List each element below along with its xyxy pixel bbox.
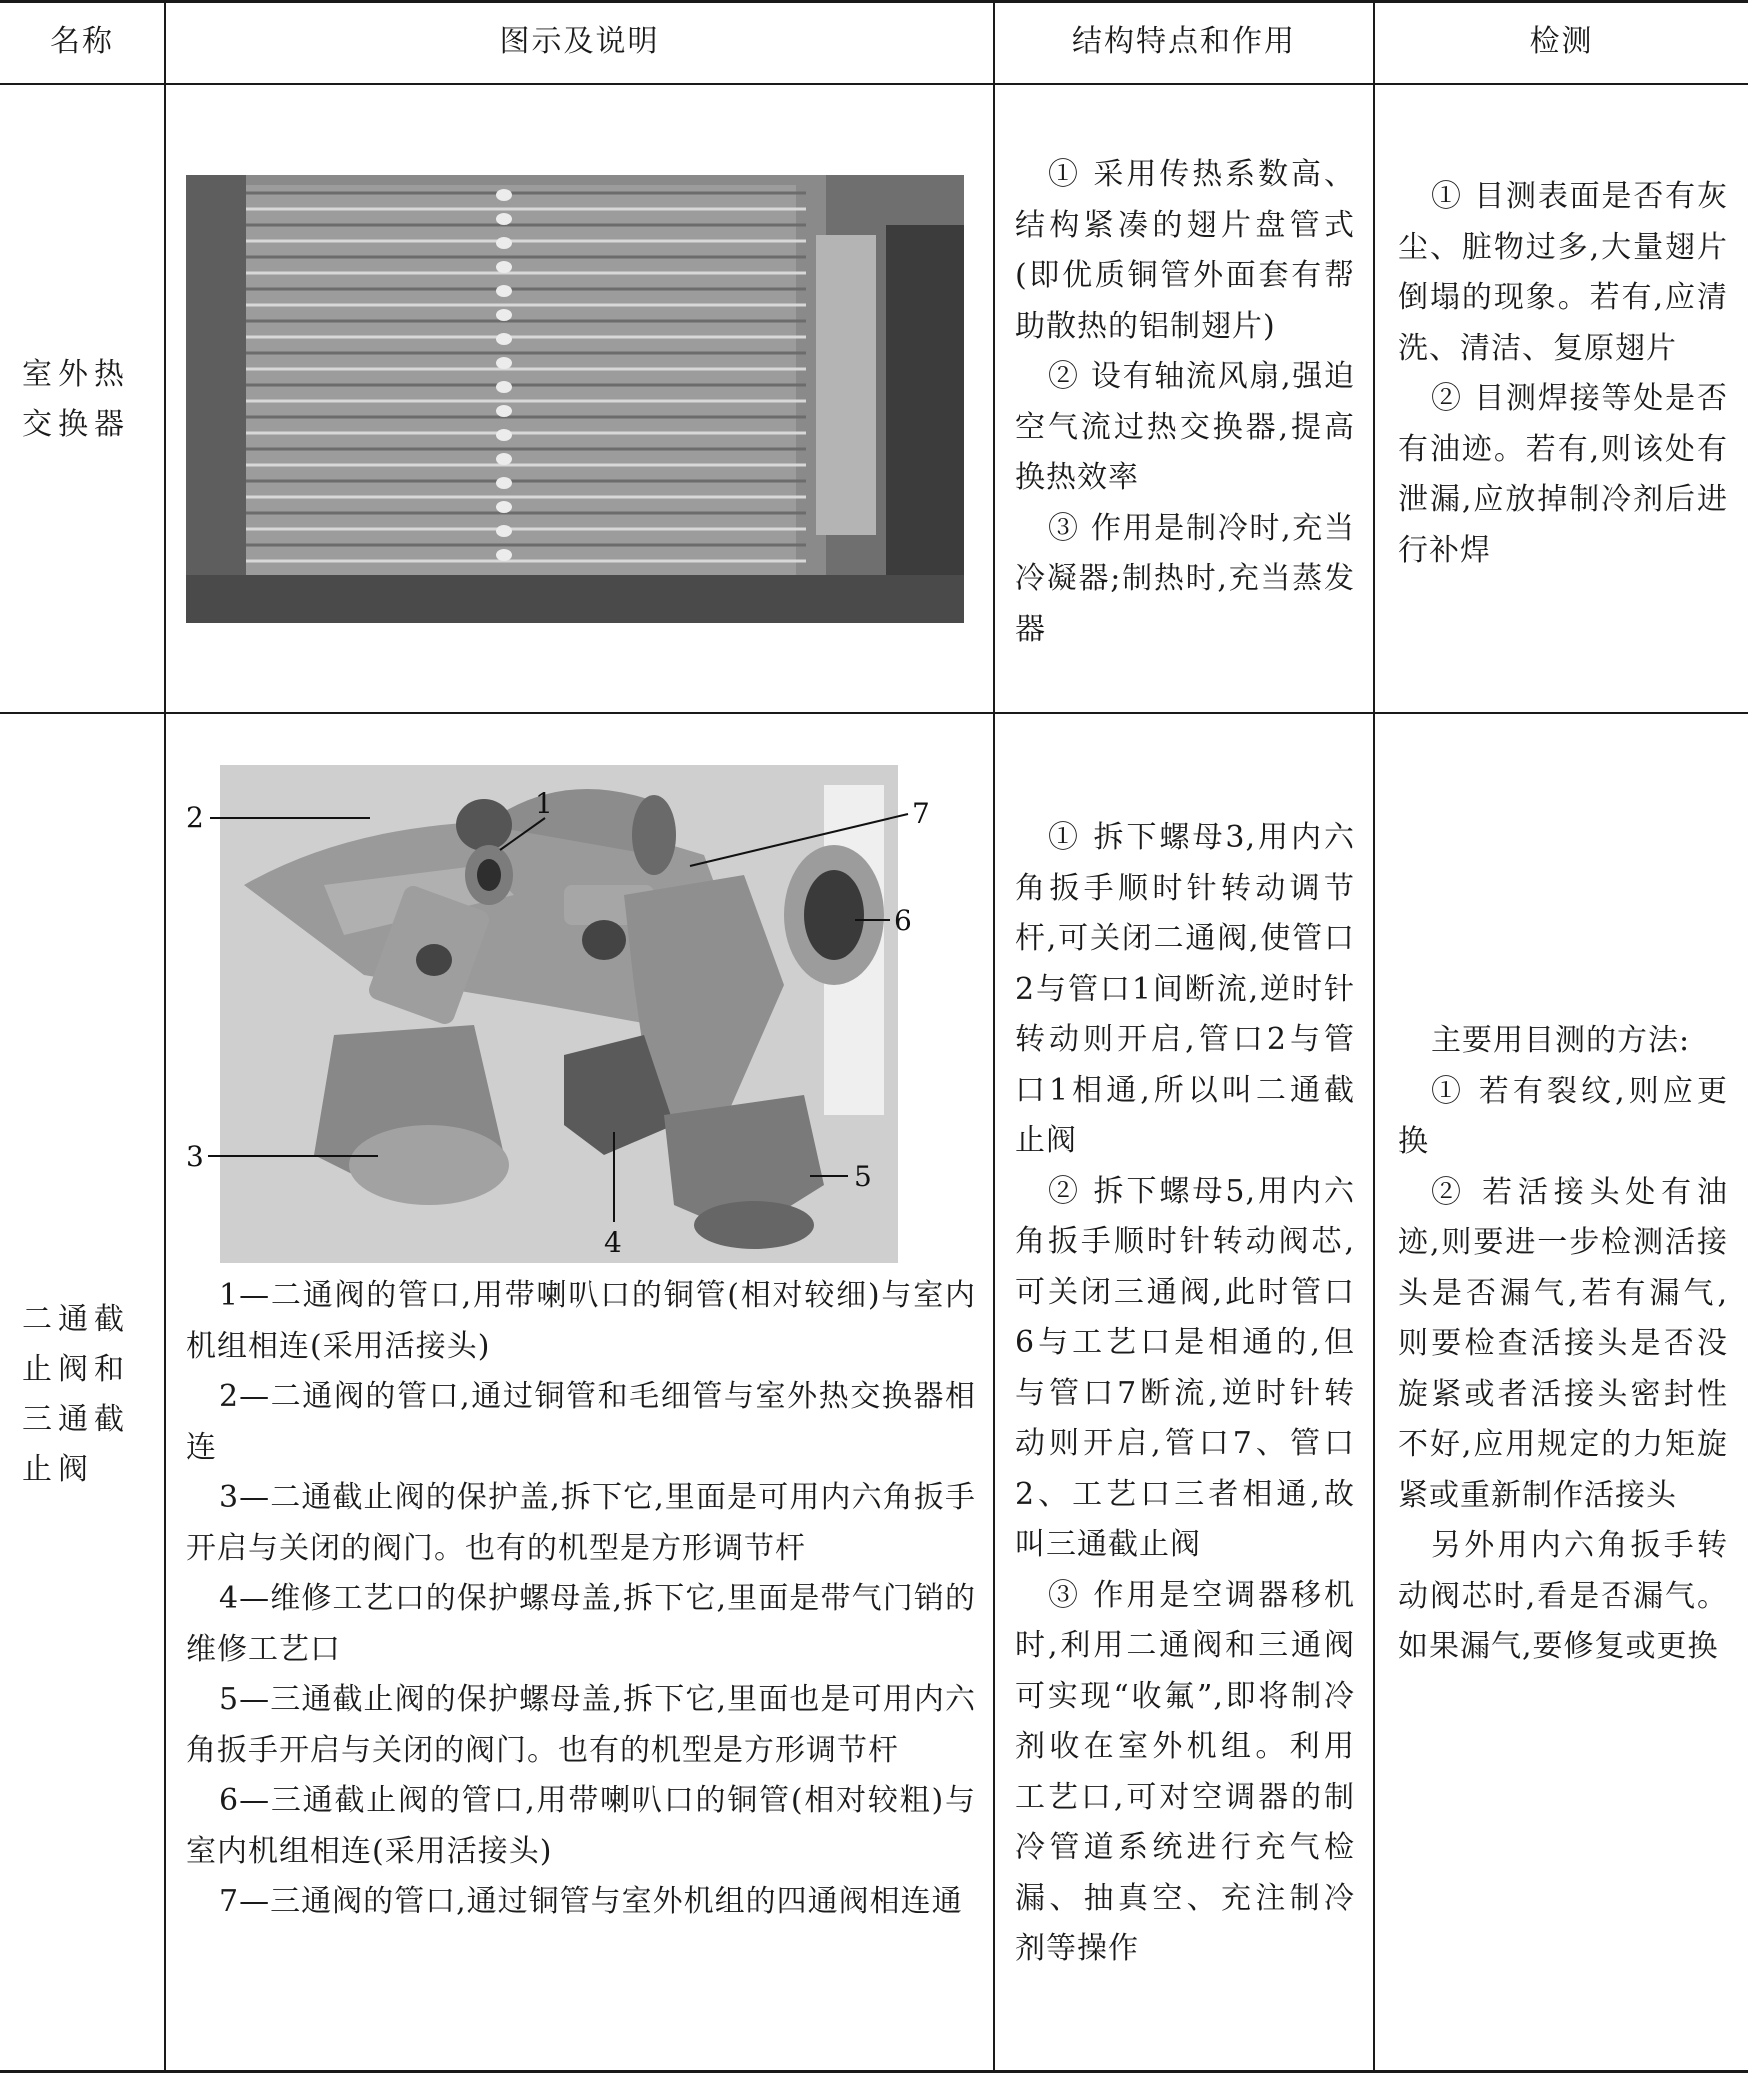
row1-structure-item: ③ 作用是制冷时,充当冷凝器;制热时,充当蒸发器 — [1015, 510, 1355, 647]
row1-structure-item: ② 设有轴流风扇,强迫空气流过热交换器,提高换热效率 — [1015, 359, 1355, 495]
legend-item: 6—三通截止阀的管口,用带喇叭口的铜管(相对较粗)与室内机组相连(采用活接头) — [186, 1783, 976, 1869]
header-figure: 图示及说明 — [499, 24, 660, 59]
col-divider-2 — [993, 0, 995, 2073]
row1-inspection-item: ① 目测表面是否有灰尘、脏物过多,大量翅片倒塌的现象。若有,应清洗、清洁、复原翅片 — [1398, 179, 1728, 366]
callout-label-2: 2 — [186, 801, 204, 834]
row1-inspection — [1398, 172, 1728, 576]
header-bottom-rule — [0, 83, 1748, 85]
callout-label-1: 1 — [535, 787, 553, 820]
callout-label-4: 4 — [604, 1226, 622, 1259]
condenser-photo — [186, 175, 964, 623]
legend-item: 3—二通截止阀的保护盖,拆下它,里面是可用内六角扳手开启与关闭的阀门。也有的机型是方形调节杆 — [186, 1480, 976, 1566]
row1-inspection-item: ② 目测焊接等处是否有油迹。若有,则该处有泄漏,应放掉制冷剂后进行补焊 — [1398, 381, 1728, 568]
row2-structure-item: ① 拆下螺母3,用内六角扳手顺时针转动调节杆,可关闭二通阀,使管口2与管口1间断流,逆时针转动则开启,管口2与管口1相通,所以叫二通截止阀 — [1015, 820, 1355, 1158]
row2-name — [22, 1295, 148, 1495]
legend-item: 2—二通阀的管口,通过铜管和毛细管与室外热交换器相连 — [186, 1379, 976, 1465]
valve-legend — [186, 1271, 976, 1928]
legend-item: 5—三通截止阀的保护螺母盖,拆下它,里面也是可用内六角扳手开启与关闭的阀门。也有的机型是方形调节杆 — [186, 1682, 976, 1768]
row1-structure-item: ① 采用传热系数高、结构紧凑的翅片盘管式(即优质铜管外面套有帮助散热的铝制翅片) — [1015, 157, 1355, 344]
row2-structure-item: ③ 作用是空调器移机时,利用二通阀和三通阀可实现“收氟”,即将制冷剂收在室外机组。利用工艺口,可对空调器的制冷管道系统进行充气检漏、抽真空、充注制冷剂等操作 — [1015, 1577, 1355, 1966]
header-structure: 结构特点和作用 — [1072, 24, 1296, 59]
header-name: 名称 — [50, 24, 114, 59]
row2-structure — [1015, 813, 1355, 1975]
callout-leader-1 — [500, 818, 545, 850]
table-top-rule — [0, 0, 1748, 3]
legend-item: 1—二通阀的管口,用带喇叭口的铜管(相对较细)与室内机组相连(采用活接头) — [186, 1278, 976, 1364]
row2-inspection — [1398, 1016, 1728, 1673]
header-inspection: 检测 — [1529, 24, 1594, 59]
callout-label-3: 3 — [186, 1140, 204, 1173]
callout-label-7: 7 — [912, 797, 930, 830]
row1-structure — [1015, 150, 1355, 655]
row2-structure-item: ② 拆下螺母5,用内六角扳手顺时针转动阀芯,可关闭三通阀,此时管口6与工艺口是相通的,但与管口7断流,逆时针转动则开启,管口7、管口2、工艺口三者相通,故叫三通截止阀 — [1015, 1173, 1355, 1562]
table-bottom-rule — [0, 2070, 1748, 2073]
row2-inspection-intro: 主要用目测的方法: — [1431, 1023, 1691, 1058]
callout-leader-7 — [690, 814, 908, 866]
row1-bottom-rule — [0, 712, 1748, 714]
row2-inspection-item: 另外用内六角扳手转动阀芯时,看是否漏气。如果漏气,要修复或更换 — [1398, 1528, 1728, 1664]
legend-item: 4—维修工艺口的保护螺母盖,拆下它,里面是带气门销的维修工艺口 — [186, 1581, 976, 1667]
col-divider-1 — [164, 0, 166, 2073]
legend-item: 7—三通阀的管口,通过铜管与室外机组的四通阀相连通 — [219, 1884, 963, 1919]
row2-inspection-item: ② 若活接头处有油迹,则要进一步检测活接头是否漏气,若有漏气,则要检查活接头是否没旋紧或者活接头密封性不好,应用规定的力矩旋紧或重新制作活接头 — [1398, 1174, 1728, 1513]
row1-name: 室外热交换器 — [22, 357, 130, 442]
callout-label-6: 6 — [894, 904, 912, 937]
valve-callouts — [170, 770, 930, 1270]
col-divider-3 — [1373, 0, 1375, 2073]
row2-name-text: 二通截止阀和三通截止阀 — [22, 1302, 130, 1487]
callout-label-5: 5 — [854, 1160, 872, 1193]
row2-inspection-item: ① 若有裂纹,则应更换 — [1398, 1073, 1728, 1159]
